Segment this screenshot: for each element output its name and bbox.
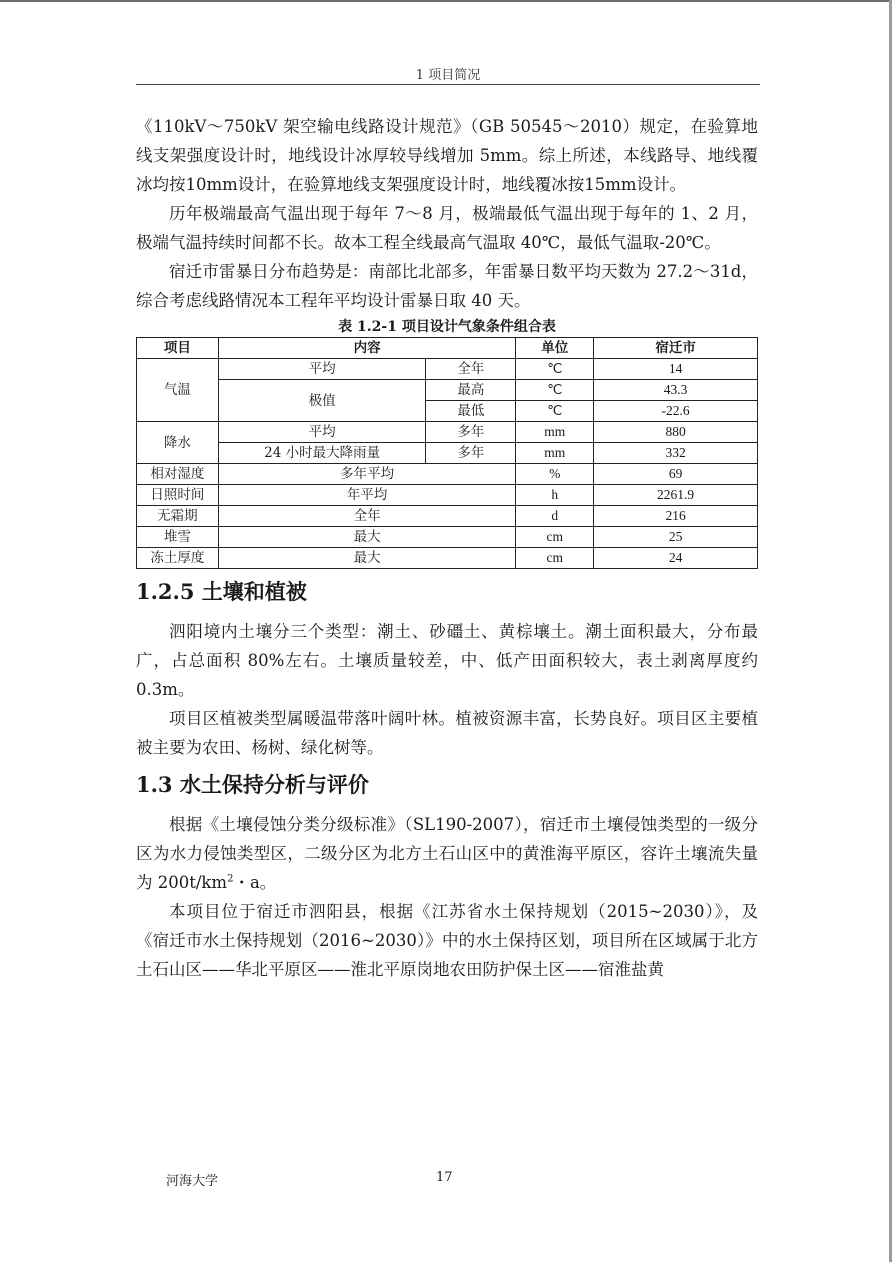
table-row <box>137 485 758 506</box>
erosion-text: 根据《土壤侵蚀分类分级标准》（SL190-2007），宿迁市土壤侵蚀类型的一级分区为水力侵蚀类型区，二级分区为北方土石山区中的黄淮海平原区，容许土壤流失量为 200t/km <box>136 815 758 892</box>
cell-unit: % <box>516 464 594 485</box>
cell-content: 极值 <box>218 380 426 422</box>
page-top-edge <box>0 0 892 2</box>
cell-content: 平均 <box>218 422 426 443</box>
paragraph-temperature: 历年极端最高气温出现于每年 7～8 月，极端最低气温出现于每年的 1、2 月，极端气温持续时间都不长。故本工程全线最高气温取 40℃，最低气温取-20℃。 <box>136 204 758 252</box>
header-content: 内容 <box>218 338 515 359</box>
cell-value: 216 <box>594 506 758 527</box>
cell-value: 332 <box>594 443 758 464</box>
cell-unit: mm <box>516 443 594 464</box>
paragraph-ice-design: 《110kV～750kV 架空输电线路设计规范》（GB 50545～2010）规定，在验算地线支架强度设计时，地线设计冰厚较导线增加 5mm。综上所述，本线路导、地线覆冰均按10mm设计，在验算地线支架强度设计时，地线覆冰按15mm设计。 <box>136 117 758 194</box>
footer-organization: 河海大学 <box>166 1174 219 1189</box>
cell-period: 最高 <box>426 380 516 401</box>
table-row <box>137 380 758 401</box>
row-label-temperature: 气温 <box>137 359 219 422</box>
table-row <box>137 422 758 443</box>
paragraph-vegetation: 项目区植被类型属暖温带落叶阔叶林。植被资源丰富，长势良好。项目区主要植被主要为农田、杨树、绿化树等。 <box>136 709 758 757</box>
table-caption: 表 1.2-1 项目设计气象条件组合表 <box>338 319 556 335</box>
cell-content: 24 小时最大降雨量 <box>218 443 426 464</box>
row-label: 无霜期 <box>137 506 219 527</box>
header-rule <box>136 84 760 85</box>
table-row <box>137 527 758 548</box>
cell-unit: h <box>516 485 594 506</box>
cell-unit: mm <box>516 422 594 443</box>
section-heading-soil-conservation: 1.3 水土保持分析与评价 <box>136 772 369 797</box>
cell-content: 全年 <box>218 506 515 527</box>
cell-content: 平均 <box>218 359 426 380</box>
erosion-text-tail: ・a。 <box>233 873 277 892</box>
footer-page-number: 17 <box>436 1170 453 1185</box>
cell-content: 年平均 <box>218 485 515 506</box>
superscript-2: 2 <box>227 873 234 885</box>
paragraph-thunderstorm: 宿迁市雷暴日分布趋势是：南部比北部多，年雷暴日数平均天数为 27.2～31d，综合考虑线路情况本工程年平均设计雷暴日取 40 天。 <box>136 262 758 310</box>
cell-unit: d <box>516 506 594 527</box>
cell-unit: cm <box>516 548 594 569</box>
table-row <box>137 464 758 485</box>
row-label: 冻土厚度 <box>137 548 219 569</box>
cell-content: 最大 <box>218 527 515 548</box>
cell-value: 69 <box>594 464 758 485</box>
table-header-row <box>137 338 758 359</box>
cell-unit: ℃ <box>516 401 594 422</box>
cell-period: 全年 <box>426 359 516 380</box>
cell-content: 多年平均 <box>218 464 515 485</box>
cell-period: 最低 <box>426 401 516 422</box>
header-item: 项目 <box>137 338 219 359</box>
cell-unit: cm <box>516 527 594 548</box>
cell-period: 多年 <box>426 443 516 464</box>
table-row <box>137 548 758 569</box>
climate-table <box>136 337 758 569</box>
header-unit: 单位 <box>516 338 594 359</box>
cell-content: 最大 <box>218 548 515 569</box>
row-label: 堆雪 <box>137 527 219 548</box>
table-row <box>137 506 758 527</box>
cell-value: 43.3 <box>594 380 758 401</box>
cell-value: -22.6 <box>594 401 758 422</box>
section-heading-soil-vegetation: 1.2.5 土壤和植被 <box>136 579 307 604</box>
cell-period: 多年 <box>426 422 516 443</box>
paragraph-soil: 泗阳境内土壤分三个类型：潮土、砂礓土、黄棕壤土。潮土面积最大，分布最广，占总面积 80%左右。土壤质量较差，中、低产田面积较大，表土剥离厚度约 0.3m。 <box>136 622 758 699</box>
cell-value: 14 <box>594 359 758 380</box>
paragraph-erosion-zoning <box>136 810 758 897</box>
row-label: 相对湿度 <box>137 464 219 485</box>
header-city: 宿迁市 <box>594 338 758 359</box>
row-label: 日照时间 <box>137 485 219 506</box>
page-content <box>136 112 758 984</box>
cell-value: 24 <box>594 548 758 569</box>
cell-unit: ℃ <box>516 380 594 401</box>
running-header: 1 项目简况 <box>415 68 481 83</box>
table-row <box>137 443 758 464</box>
cell-value: 2261.9 <box>594 485 758 506</box>
cell-value: 880 <box>594 422 758 443</box>
row-label-precipitation: 降水 <box>137 422 219 464</box>
paragraph-planning-zone: 本项目位于宿迁市泗阳县，根据《江苏省水土保持规划（2015~2030）》，及《宿迁市水土保持规划（2016~2030）》中的水土保持区划，项目所在区域属于北方土石山区——华北平原区——淮北平原岗地农田防护保土区——宿淮盐黄 <box>136 902 758 979</box>
cell-unit: ℃ <box>516 359 594 380</box>
table-row <box>137 359 758 380</box>
cell-value: 25 <box>594 527 758 548</box>
